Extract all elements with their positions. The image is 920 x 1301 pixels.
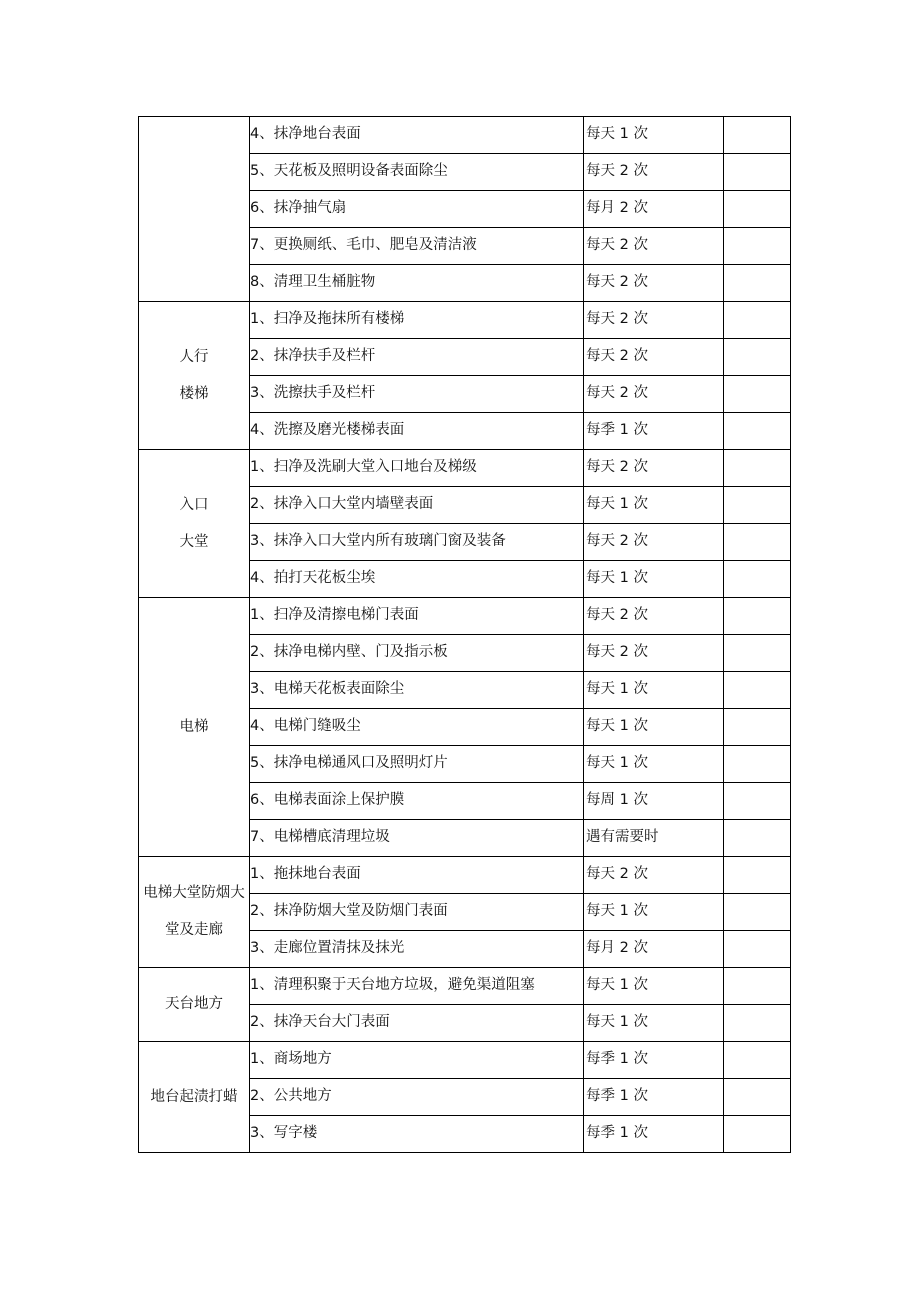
remark-cell [724,635,791,672]
frequency-cell: 每天 2 次 [584,228,724,265]
task-cell: 1、拖抹地台表面 [250,857,584,894]
area-label-line: 电梯 [179,718,209,735]
remark-cell [724,450,791,487]
remark-cell [724,413,791,450]
task-cell: 3、电梯天花板表面除尘 [250,672,584,709]
task-cell: 3、走廊位置清抹及抹光 [250,931,584,968]
remark-cell [724,709,791,746]
area-label-line: 天台地方 [165,996,223,1012]
frequency-cell: 每天 2 次 [584,376,724,413]
area-cell [139,968,250,1042]
remark-cell [724,783,791,820]
remark-cell [724,376,791,413]
task-cell: 1、扫净及拖抹所有楼梯 [250,302,584,339]
remark-cell [724,1116,791,1153]
frequency-cell: 每天 1 次 [584,672,724,709]
frequency-cell: 遇有需要时 [584,820,724,857]
area-label-line: 人行 [179,348,209,365]
task-cell: 2、抹净防烟大堂及防烟门表面 [250,894,584,931]
task-cell: 5、抹净电梯通风口及照明灯片 [250,746,584,783]
task-cell: 4、抹净地台表面 [250,117,584,154]
area-cell [139,857,250,968]
table-row [139,968,791,1005]
task-cell: 2、抹净扶手及栏杆 [250,339,584,376]
area-label-line: 入口 [179,496,209,513]
remark-cell [724,894,791,931]
frequency-cell: 每天 1 次 [584,561,724,598]
remark-cell [724,672,791,709]
task-cell: 4、洗擦及磨光楼梯表面 [250,413,584,450]
remark-cell [724,487,791,524]
task-cell: 4、电梯门缝吸尘 [250,709,584,746]
frequency-cell: 每季 1 次 [584,1116,724,1153]
remark-cell [724,1079,791,1116]
table-row [139,598,791,635]
frequency-cell: 每月 2 次 [584,191,724,228]
table-row [139,302,791,339]
frequency-cell: 每天 2 次 [584,450,724,487]
frequency-cell: 每天 1 次 [584,894,724,931]
remark-cell [724,1042,791,1079]
task-cell: 6、电梯表面涂上保护膜 [250,783,584,820]
remark-cell [724,820,791,857]
task-cell: 2、抹净天台大门表面 [250,1005,584,1042]
frequency-cell: 每天 1 次 [584,709,724,746]
cleaning-schedule-table [138,116,791,1153]
frequency-cell: 每天 2 次 [584,302,724,339]
task-cell: 7、电梯槽底清理垃圾 [250,820,584,857]
frequency-cell: 每天 1 次 [584,487,724,524]
task-cell: 2、公共地方 [250,1079,584,1116]
remark-cell [724,302,791,339]
remark-cell [724,228,791,265]
task-cell: 1、商场地方 [250,1042,584,1079]
task-cell: 2、抹净电梯内壁、门及指示板 [250,635,584,672]
area-cell [139,1042,250,1153]
area-label-line: 堂及走廊 [165,922,223,938]
frequency-cell: 每季 1 次 [584,1079,724,1116]
table-row [139,450,791,487]
area-label-line: 大堂 [179,533,209,550]
task-cell: 2、抹净入口大堂内墙壁表面 [250,487,584,524]
area-cell [139,117,250,302]
frequency-cell: 每天 2 次 [584,154,724,191]
frequency-cell: 每天 1 次 [584,746,724,783]
frequency-cell: 每天 2 次 [584,635,724,672]
remark-cell [724,561,791,598]
table-row [139,117,791,154]
task-cell: 1、扫净及清擦电梯门表面 [250,598,584,635]
frequency-cell: 每天 2 次 [584,265,724,302]
table-row [139,857,791,894]
task-cell: 1、扫净及洗刷大堂入口地台及梯级 [250,450,584,487]
remark-cell [724,154,791,191]
frequency-cell: 每周 1 次 [584,783,724,820]
area-cell [139,302,250,450]
task-cell: 5、天花板及照明设备表面除尘 [250,154,584,191]
remark-cell [724,339,791,376]
remark-cell [724,117,791,154]
frequency-cell: 每天 1 次 [584,117,724,154]
frequency-cell: 每天 2 次 [584,339,724,376]
task-cell: 7、更换厕纸、毛巾、肥皂及清洁液 [250,228,584,265]
table-row [139,1042,791,1079]
task-cell: 4、拍打天花板尘埃 [250,561,584,598]
remark-cell [724,857,791,894]
frequency-cell: 每季 1 次 [584,413,724,450]
frequency-cell: 每季 1 次 [584,1042,724,1079]
frequency-cell: 每天 2 次 [584,857,724,894]
remark-cell [724,265,791,302]
remark-cell [724,746,791,783]
area-cell [139,598,250,857]
remark-cell [724,1005,791,1042]
remark-cell [724,968,791,1005]
area-label-line: 电梯大堂防烟大 [143,885,245,901]
task-cell: 1、清理积聚于天台地方垃圾，避免渠道阻塞 [250,968,584,1005]
remark-cell [724,191,791,228]
area-cell [139,450,250,598]
task-cell: 3、写字楼 [250,1116,584,1153]
area-label-line: 楼梯 [179,385,209,402]
task-cell: 8、清理卫生桶脏物 [250,265,584,302]
task-cell: 6、抹净抽气扇 [250,191,584,228]
frequency-cell: 每天 1 次 [584,968,724,1005]
cleaning-schedule-body [139,117,791,1153]
frequency-cell: 每月 2 次 [584,931,724,968]
task-cell: 3、洗擦扶手及栏杆 [250,376,584,413]
area-label-line: 地台起渍打蜡 [150,1088,238,1105]
frequency-cell: 每天 1 次 [584,1005,724,1042]
remark-cell [724,931,791,968]
remark-cell [724,598,791,635]
frequency-cell: 每天 2 次 [584,524,724,561]
frequency-cell: 每天 2 次 [584,598,724,635]
remark-cell [724,524,791,561]
task-cell: 3、抹净入口大堂内所有玻璃门窗及装备 [250,524,584,561]
